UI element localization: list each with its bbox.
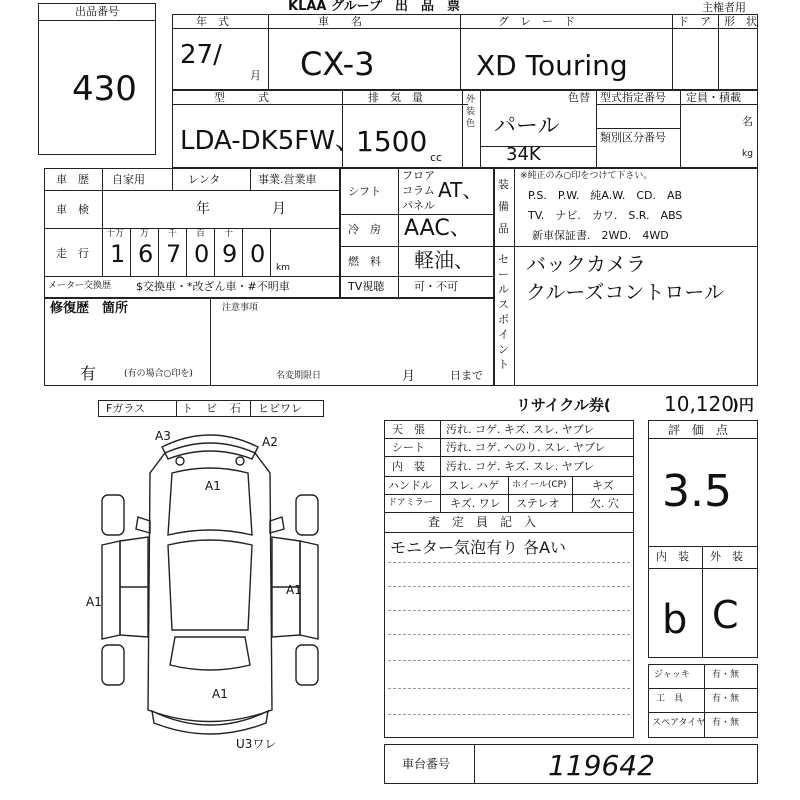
condition-wheel-options: キズ (592, 479, 614, 492)
door-label: ド ア (678, 15, 711, 28)
condition-handle-label: ハンドル (388, 479, 432, 492)
cooling-value: AAC、 (404, 216, 472, 241)
model-designation-label: 型式指定番号 (600, 91, 666, 104)
condition-seat-options: 汚れ. コゲ. へのり. スレ. ヤブレ (446, 441, 606, 454)
name-change-deadline-label: 名変期限日 (276, 371, 322, 381)
displacement-label: 排 気 量 (368, 91, 423, 104)
mileage-label: 走 行 (56, 247, 89, 260)
load-unit: kg (742, 149, 753, 159)
damage-mark-left-side: A1 (86, 595, 102, 609)
condition-seat-label: シート (392, 441, 425, 454)
shift-option-panel: パネル (402, 199, 435, 212)
tools-label: 工 具 (656, 694, 684, 704)
mileage-place-100: 百 (196, 229, 206, 239)
repair-history-label: 修復歴 箇所 (50, 301, 129, 316)
model-value: LDA-DK5FW、 (180, 126, 361, 156)
glass-crack-label: ヒビワレ (258, 402, 302, 415)
damage-mark-front-bumper-left: A3 (155, 429, 171, 443)
history-grid (44, 168, 340, 298)
grade-label: グ レ ー ド (498, 15, 575, 28)
history-label: 車 歴 (56, 173, 89, 186)
damage-mark-right-side: A1 (286, 583, 302, 597)
mileage-digit-2: 6 (138, 240, 154, 268)
recycle-unit: )円 (732, 396, 754, 414)
jack-value: 有・無 (712, 670, 740, 680)
condition-ceiling-label: 天 張 (392, 423, 425, 436)
inspector-label: 査 定 員 記 入 (428, 515, 537, 529)
lot-number-label: 出品番号 (75, 5, 119, 18)
cooling-label: 冷 房 (348, 223, 381, 236)
condition-interior-options: 汚れ. コゲ. キズ. スレ. ヤブレ (446, 460, 595, 473)
condition-stereo-options: 欠. 穴 (590, 497, 619, 510)
glass-to-label: ト (182, 402, 193, 415)
spare-tire-value: 有・無 (712, 718, 740, 728)
model-label: 型 式 (214, 91, 269, 104)
inspection-label: 車 検 (56, 203, 89, 216)
condition-stereo-label: ステレオ (516, 497, 560, 510)
inspection-month: 月 (272, 201, 286, 217)
history-option-rental: レンタ (188, 173, 221, 186)
fuel-label: 燃 料 (348, 255, 381, 268)
mileage-digit-6: 0 (250, 240, 266, 268)
equipment-row-1: P.S. P.W. 純A.W. CD. AB (528, 189, 683, 202)
shape-label: 形 状 (724, 15, 757, 28)
deadline-day: 日まで (450, 369, 483, 382)
grade-value: XD Touring (476, 49, 628, 82)
inspector-comment: モニター気泡有り 各Aい (390, 538, 567, 557)
condition-wheel-label: ホイール(CP) (512, 480, 567, 490)
tv-options: 可・不可 (414, 280, 458, 293)
mileage-digit-5: 9 (222, 240, 238, 268)
glass-stone-label: 石 (230, 402, 241, 415)
equipment-note: ※純正のみ○印をつけて下さい。 (520, 171, 653, 181)
equipment-label: 装備品 (498, 178, 509, 235)
tv-label: TV視聴 (348, 280, 385, 293)
exterior-color-label: 外装色 (466, 95, 476, 129)
chassis-number-value: 119642 (548, 749, 655, 782)
repair-history-hint: (有の場合○印を) (124, 369, 193, 379)
color-value: パール (494, 114, 560, 139)
exterior-grade-value: C (712, 593, 739, 637)
lot-number-value: 430 (72, 69, 137, 109)
glass-bi-label: ビ (206, 402, 217, 415)
mileage-unit: km (276, 263, 290, 273)
color-change-label: 色替 (568, 91, 590, 104)
evaluation-score: 3.5 (662, 466, 732, 517)
recycle-value: 10,120 (664, 392, 734, 416)
inspection-year: 年 (196, 201, 210, 217)
category-number-label: 類別区分番号 (600, 131, 666, 144)
history-option-business: 事業.営業車 (258, 173, 317, 186)
capacity-label: 定員・積載 (686, 91, 741, 104)
condition-handle-options: スレ. ハゲ (448, 479, 499, 492)
damage-mark-hood: A1 (205, 479, 221, 493)
equipment-row-3: 新車保証書. 2WD. 4WD (532, 229, 669, 242)
sale-point-1: バックカメラ (526, 252, 646, 276)
displacement-unit: cc (430, 151, 443, 164)
damage-mark-front-bumper-right: A2 (262, 435, 278, 449)
jack-label: ジャッキ (654, 670, 690, 680)
year-label: 年 式 (196, 15, 229, 28)
shift-option-floor: フロア (402, 169, 435, 182)
car-name-label: 車 名 (318, 15, 362, 28)
repair-history-value: 有 (80, 364, 97, 383)
tools-value: 有・無 (712, 694, 740, 704)
mileage-place-10: 十 (224, 229, 234, 239)
interior-grade-value: b (662, 597, 688, 643)
mileage-digit-3: 7 (166, 240, 182, 268)
displacement-value: 1500 (356, 125, 428, 158)
meter-exchange-label: メーター交換歴 (48, 281, 112, 291)
mileage-place-10k: 万 (140, 229, 150, 239)
condition-ceiling-options: 汚れ. コゲ. キズ. スレ. ヤブレ (446, 423, 595, 436)
shift-label: シフト (348, 185, 381, 198)
shift-value: AT、 (438, 178, 483, 202)
recycle-label: リサイクル券( (516, 396, 611, 414)
condition-interior-label: 内 装 (392, 460, 425, 473)
mileage-digit-1: 1 (110, 240, 126, 268)
year-month-unit: 月 (250, 69, 261, 82)
capacity-unit: 名 (742, 115, 753, 128)
shift-option-column: コラム (402, 184, 435, 197)
spare-tire-label: スペアタイヤ (652, 718, 706, 728)
evaluation-label: 評 価 点 (668, 423, 729, 437)
car-name-value: CX-3 (300, 45, 375, 83)
sale-point-2: クルーズコントロール (526, 280, 724, 304)
history-option-private: 自家用 (112, 173, 145, 186)
mileage-digit-4: 0 (194, 240, 210, 268)
exterior-grade-label: 外 装 (710, 550, 743, 563)
sheet-title: KLAA グループ 出 品 票 (288, 0, 460, 14)
deadline-month: 月 (402, 369, 416, 384)
sale-points-label: セールスポイント (498, 253, 509, 371)
meter-exchange-options: $交換車・*改ざん車・#不明車 (136, 280, 290, 293)
year-value: 27/ (180, 40, 222, 70)
condition-mirror-label: ドアミラー (388, 498, 433, 508)
equipment-row-2: TV. ナビ. カワ. S.R. ABS (528, 209, 683, 222)
glass-front-label: Fガラス (106, 402, 145, 415)
mileage-place-1k: 千 (168, 229, 178, 239)
notes-label: 注意事項 (222, 303, 259, 313)
interior-grade-label: 内 装 (656, 550, 689, 563)
fuel-value: 軽油、 (414, 248, 474, 272)
mileage-place-100k: 十万 (106, 229, 125, 239)
color-number-value: 34K (506, 144, 541, 165)
owner-label: 主権者用 (702, 1, 746, 14)
chassis-number-label: 車台番号 (402, 757, 451, 771)
damage-mark-rear: A1 (212, 687, 228, 701)
damage-mark-rear-bumper: U3ワレ (236, 737, 277, 751)
condition-mirror-options: キズ. ワレ (450, 497, 501, 510)
